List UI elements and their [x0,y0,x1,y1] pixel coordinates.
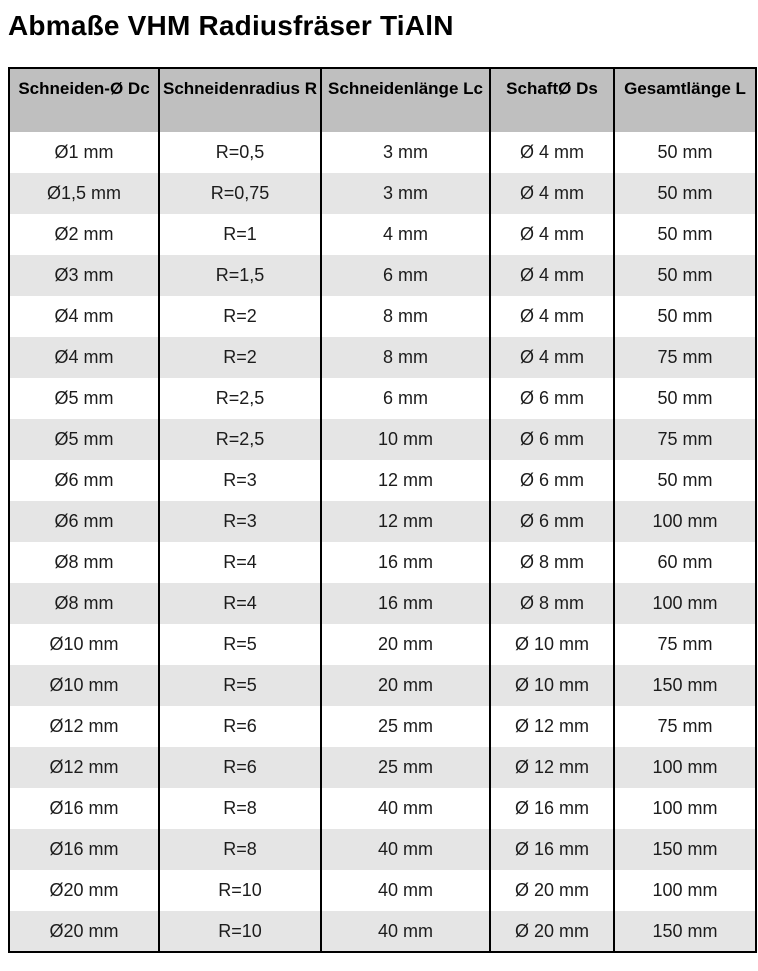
cell-schneidenradius: R=1,5 [159,255,321,296]
cell-schneidenlaenge: 8 mm [321,296,490,337]
cell-schneidenlaenge: 10 mm [321,419,490,460]
cell-schneidenlaenge: 3 mm [321,173,490,214]
cell-schneidenlaenge: 8 mm [321,337,490,378]
cell-schaft-ds: Ø 16 mm [490,829,614,870]
table-row [9,583,756,624]
cell-gesamtlaenge: 100 mm [614,501,756,542]
cell-gesamtlaenge: 75 mm [614,337,756,378]
cell-schneiden-dc: Ø20 mm [9,870,159,911]
table-row [9,665,756,706]
cell-schneidenradius: R=4 [159,583,321,624]
dimensions-table [8,67,757,953]
cell-gesamtlaenge: 100 mm [614,788,756,829]
cell-schneidenradius: R=2,5 [159,378,321,419]
cell-schneiden-dc: Ø10 mm [9,624,159,665]
cell-schneiden-dc: Ø4 mm [9,337,159,378]
cell-schaft-ds: Ø 4 mm [490,337,614,378]
cell-schaft-ds: Ø 6 mm [490,501,614,542]
cell-schaft-ds: Ø 6 mm [490,460,614,501]
table-row [9,214,756,255]
cell-schneidenradius: R=0,75 [159,173,321,214]
column-header-gesamtlaenge: Gesamtlänge L [614,68,756,132]
cell-schneiden-dc: Ø6 mm [9,501,159,542]
table-row [9,542,756,583]
table-row [9,911,756,952]
cell-schaft-ds: Ø 10 mm [490,624,614,665]
table-body [9,132,756,952]
cell-schneidenlaenge: 40 mm [321,829,490,870]
cell-gesamtlaenge: 150 mm [614,665,756,706]
cell-schaft-ds: Ø 12 mm [490,747,614,788]
cell-schneidenradius: R=4 [159,542,321,583]
table-row [9,419,756,460]
cell-gesamtlaenge: 150 mm [614,911,756,952]
cell-schneiden-dc: Ø5 mm [9,419,159,460]
cell-schaft-ds: Ø 12 mm [490,706,614,747]
column-header-schneidenlaenge: Schneidenlänge Lc [321,68,490,132]
cell-schneidenlaenge: 25 mm [321,706,490,747]
table-row [9,296,756,337]
cell-gesamtlaenge: 50 mm [614,132,756,173]
cell-schneidenlaenge: 12 mm [321,460,490,501]
cell-schneidenradius: R=10 [159,911,321,952]
column-header-schneiden-dc: Schneiden-Ø Dc [9,68,159,132]
cell-schneiden-dc: Ø10 mm [9,665,159,706]
cell-schneiden-dc: Ø4 mm [9,296,159,337]
cell-schneiden-dc: Ø1 mm [9,132,159,173]
table-row [9,829,756,870]
page-title: Abmaße VHM Radiusfräser TiAlN [8,10,454,41]
cell-schaft-ds: Ø 4 mm [490,255,614,296]
cell-schneidenlaenge: 16 mm [321,542,490,583]
table-row [9,337,756,378]
cell-schneidenradius: R=3 [159,460,321,501]
cell-schneidenradius: R=2,5 [159,419,321,460]
cell-schneidenradius: R=6 [159,747,321,788]
cell-schneidenradius: R=2 [159,296,321,337]
cell-schneidenlaenge: 20 mm [321,665,490,706]
cell-schaft-ds: Ø 8 mm [490,583,614,624]
cell-schneidenlaenge: 6 mm [321,378,490,419]
cell-schaft-ds: Ø 10 mm [490,665,614,706]
cell-gesamtlaenge: 100 mm [614,583,756,624]
cell-gesamtlaenge: 50 mm [614,460,756,501]
cell-schneidenlaenge: 3 mm [321,132,490,173]
cell-gesamtlaenge: 50 mm [614,214,756,255]
cell-schneiden-dc: Ø3 mm [9,255,159,296]
cell-gesamtlaenge: 50 mm [614,255,756,296]
cell-gesamtlaenge: 50 mm [614,173,756,214]
cell-schaft-ds: Ø 4 mm [490,214,614,255]
cell-schneidenradius: R=0,5 [159,132,321,173]
cell-schneiden-dc: Ø12 mm [9,747,159,788]
cell-schneidenlaenge: 4 mm [321,214,490,255]
table-row [9,747,756,788]
cell-gesamtlaenge: 50 mm [614,378,756,419]
column-header-schaft-ds: SchaftØ Ds [490,68,614,132]
cell-gesamtlaenge: 75 mm [614,706,756,747]
cell-gesamtlaenge: 50 mm [614,296,756,337]
cell-schneidenradius: R=6 [159,706,321,747]
cell-schneidenlaenge: 16 mm [321,583,490,624]
cell-schneiden-dc: Ø12 mm [9,706,159,747]
cell-schneidenlaenge: 6 mm [321,255,490,296]
cell-schaft-ds: Ø 20 mm [490,911,614,952]
table-row [9,378,756,419]
table-row [9,624,756,665]
cell-schneidenradius: R=8 [159,829,321,870]
cell-schaft-ds: Ø 6 mm [490,419,614,460]
cell-schneiden-dc: Ø20 mm [9,911,159,952]
table-row [9,706,756,747]
cell-schneidenradius: R=1 [159,214,321,255]
cell-schaft-ds: Ø 20 mm [490,870,614,911]
table-row [9,255,756,296]
cell-schneidenradius: R=10 [159,870,321,911]
cell-schneiden-dc: Ø16 mm [9,829,159,870]
cell-schaft-ds: Ø 6 mm [490,378,614,419]
cell-gesamtlaenge: 75 mm [614,419,756,460]
cell-schneiden-dc: Ø16 mm [9,788,159,829]
cell-schaft-ds: Ø 4 mm [490,132,614,173]
table-row [9,132,756,173]
table-row [9,870,756,911]
cell-gesamtlaenge: 150 mm [614,829,756,870]
cell-schneidenlaenge: 40 mm [321,870,490,911]
table-row [9,460,756,501]
cell-gesamtlaenge: 60 mm [614,542,756,583]
cell-schneiden-dc: Ø5 mm [9,378,159,419]
table-header-row [9,68,756,132]
cell-schneidenradius: R=3 [159,501,321,542]
cell-schneidenlaenge: 12 mm [321,501,490,542]
table-row [9,788,756,829]
table-row [9,501,756,542]
cell-schaft-ds: Ø 8 mm [490,542,614,583]
cell-schneiden-dc: Ø2 mm [9,214,159,255]
cell-schneidenlaenge: 40 mm [321,788,490,829]
cell-schneidenlaenge: 20 mm [321,624,490,665]
cell-schneidenradius: R=5 [159,624,321,665]
cell-schaft-ds: Ø 4 mm [490,173,614,214]
cell-schneidenradius: R=8 [159,788,321,829]
cell-gesamtlaenge: 75 mm [614,624,756,665]
cell-schneidenradius: R=2 [159,337,321,378]
table-row [9,173,756,214]
cell-schneiden-dc: Ø8 mm [9,583,159,624]
cell-schneiden-dc: Ø6 mm [9,460,159,501]
cell-gesamtlaenge: 100 mm [614,870,756,911]
cell-schaft-ds: Ø 4 mm [490,296,614,337]
column-header-schneidenradius: Schneidenradius R [159,68,321,132]
cell-schneiden-dc: Ø1,5 mm [9,173,159,214]
cell-gesamtlaenge: 100 mm [614,747,756,788]
cell-schneidenlaenge: 40 mm [321,911,490,952]
cell-schneidenlaenge: 25 mm [321,747,490,788]
cell-schneiden-dc: Ø8 mm [9,542,159,583]
cell-schneidenradius: R=5 [159,665,321,706]
cell-schaft-ds: Ø 16 mm [490,788,614,829]
